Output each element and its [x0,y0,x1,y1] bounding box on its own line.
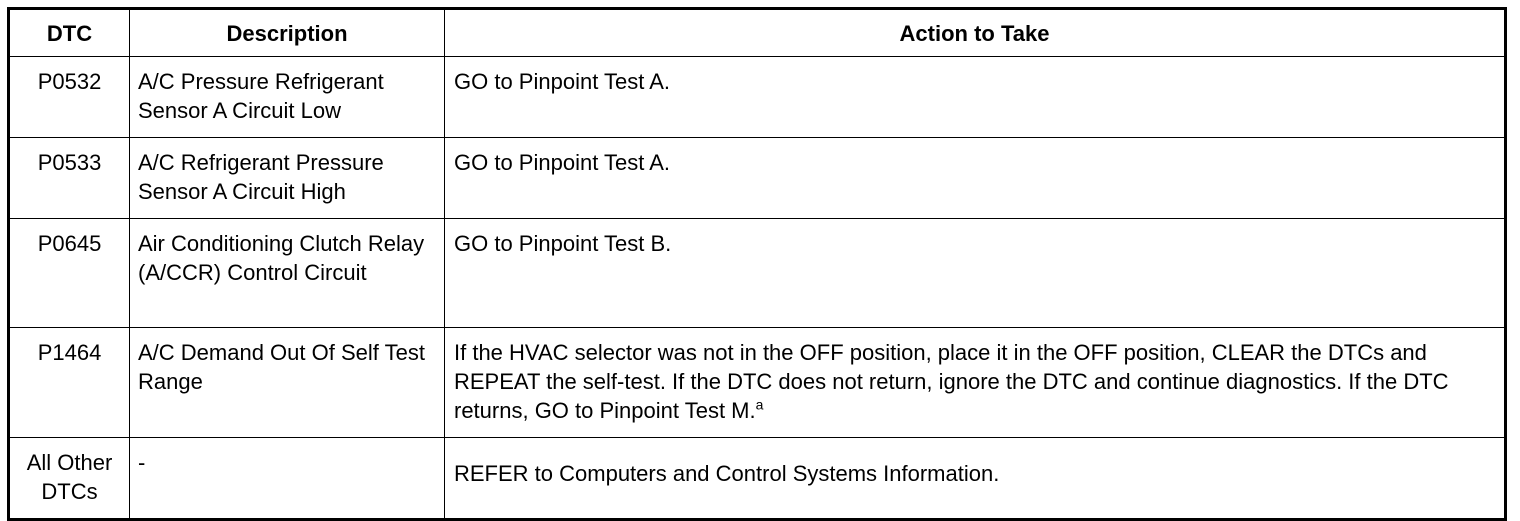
dtc-action [445,438,1506,520]
dtc-code: P1464 [9,328,130,438]
action-text: GO to Pinpoint Test A. [454,150,671,175]
dtc-code: P0533 [9,138,130,219]
dtc-code: All Other DTCs [9,438,130,520]
table-row [9,438,1506,520]
dtc-table [7,7,1507,521]
dtc-description: A/C Demand Out Of Self Test Range [130,328,445,438]
header-row [9,9,1506,57]
header-dtc: DTC [9,9,130,57]
dtc-action [445,219,1506,328]
dtc-action [445,138,1506,219]
footnote-marker: a [755,396,764,413]
dtc-action [445,57,1506,138]
dtc-action [445,328,1506,438]
table-row [9,328,1506,438]
dtc-description: Air Conditioning Clutch Relay (A/CCR) Control Circuit [130,219,445,328]
table-row [9,138,1506,219]
table-row [9,219,1506,328]
action-text: GO to Pinpoint Test A. [454,69,671,94]
dtc-code: P0645 [9,219,130,328]
header-action: Action to Take [445,9,1506,57]
dtc-description: A/C Refrigerant Pressure Sensor A Circuit High [130,138,445,219]
header-description: Description [130,9,445,57]
dtc-description: - [130,438,445,520]
action-text: If the HVAC selector was not in the OFF position, place it in the OFF position, CLEAR the DTCs and REPEAT the self-test. If the DTC does not return, ignore the DTC and continue diagnostics. If the DTC returns, GO to Pinpoint Test M. [454,340,1449,423]
dtc-code: P0532 [9,57,130,138]
dtc-description: A/C Pressure Refrigerant Sensor A Circuit Low [130,57,445,138]
action-text: GO to Pinpoint Test B. [454,231,672,256]
table-row [9,57,1506,138]
action-text: REFER to Computers and Control Systems Information. [454,460,1000,486]
